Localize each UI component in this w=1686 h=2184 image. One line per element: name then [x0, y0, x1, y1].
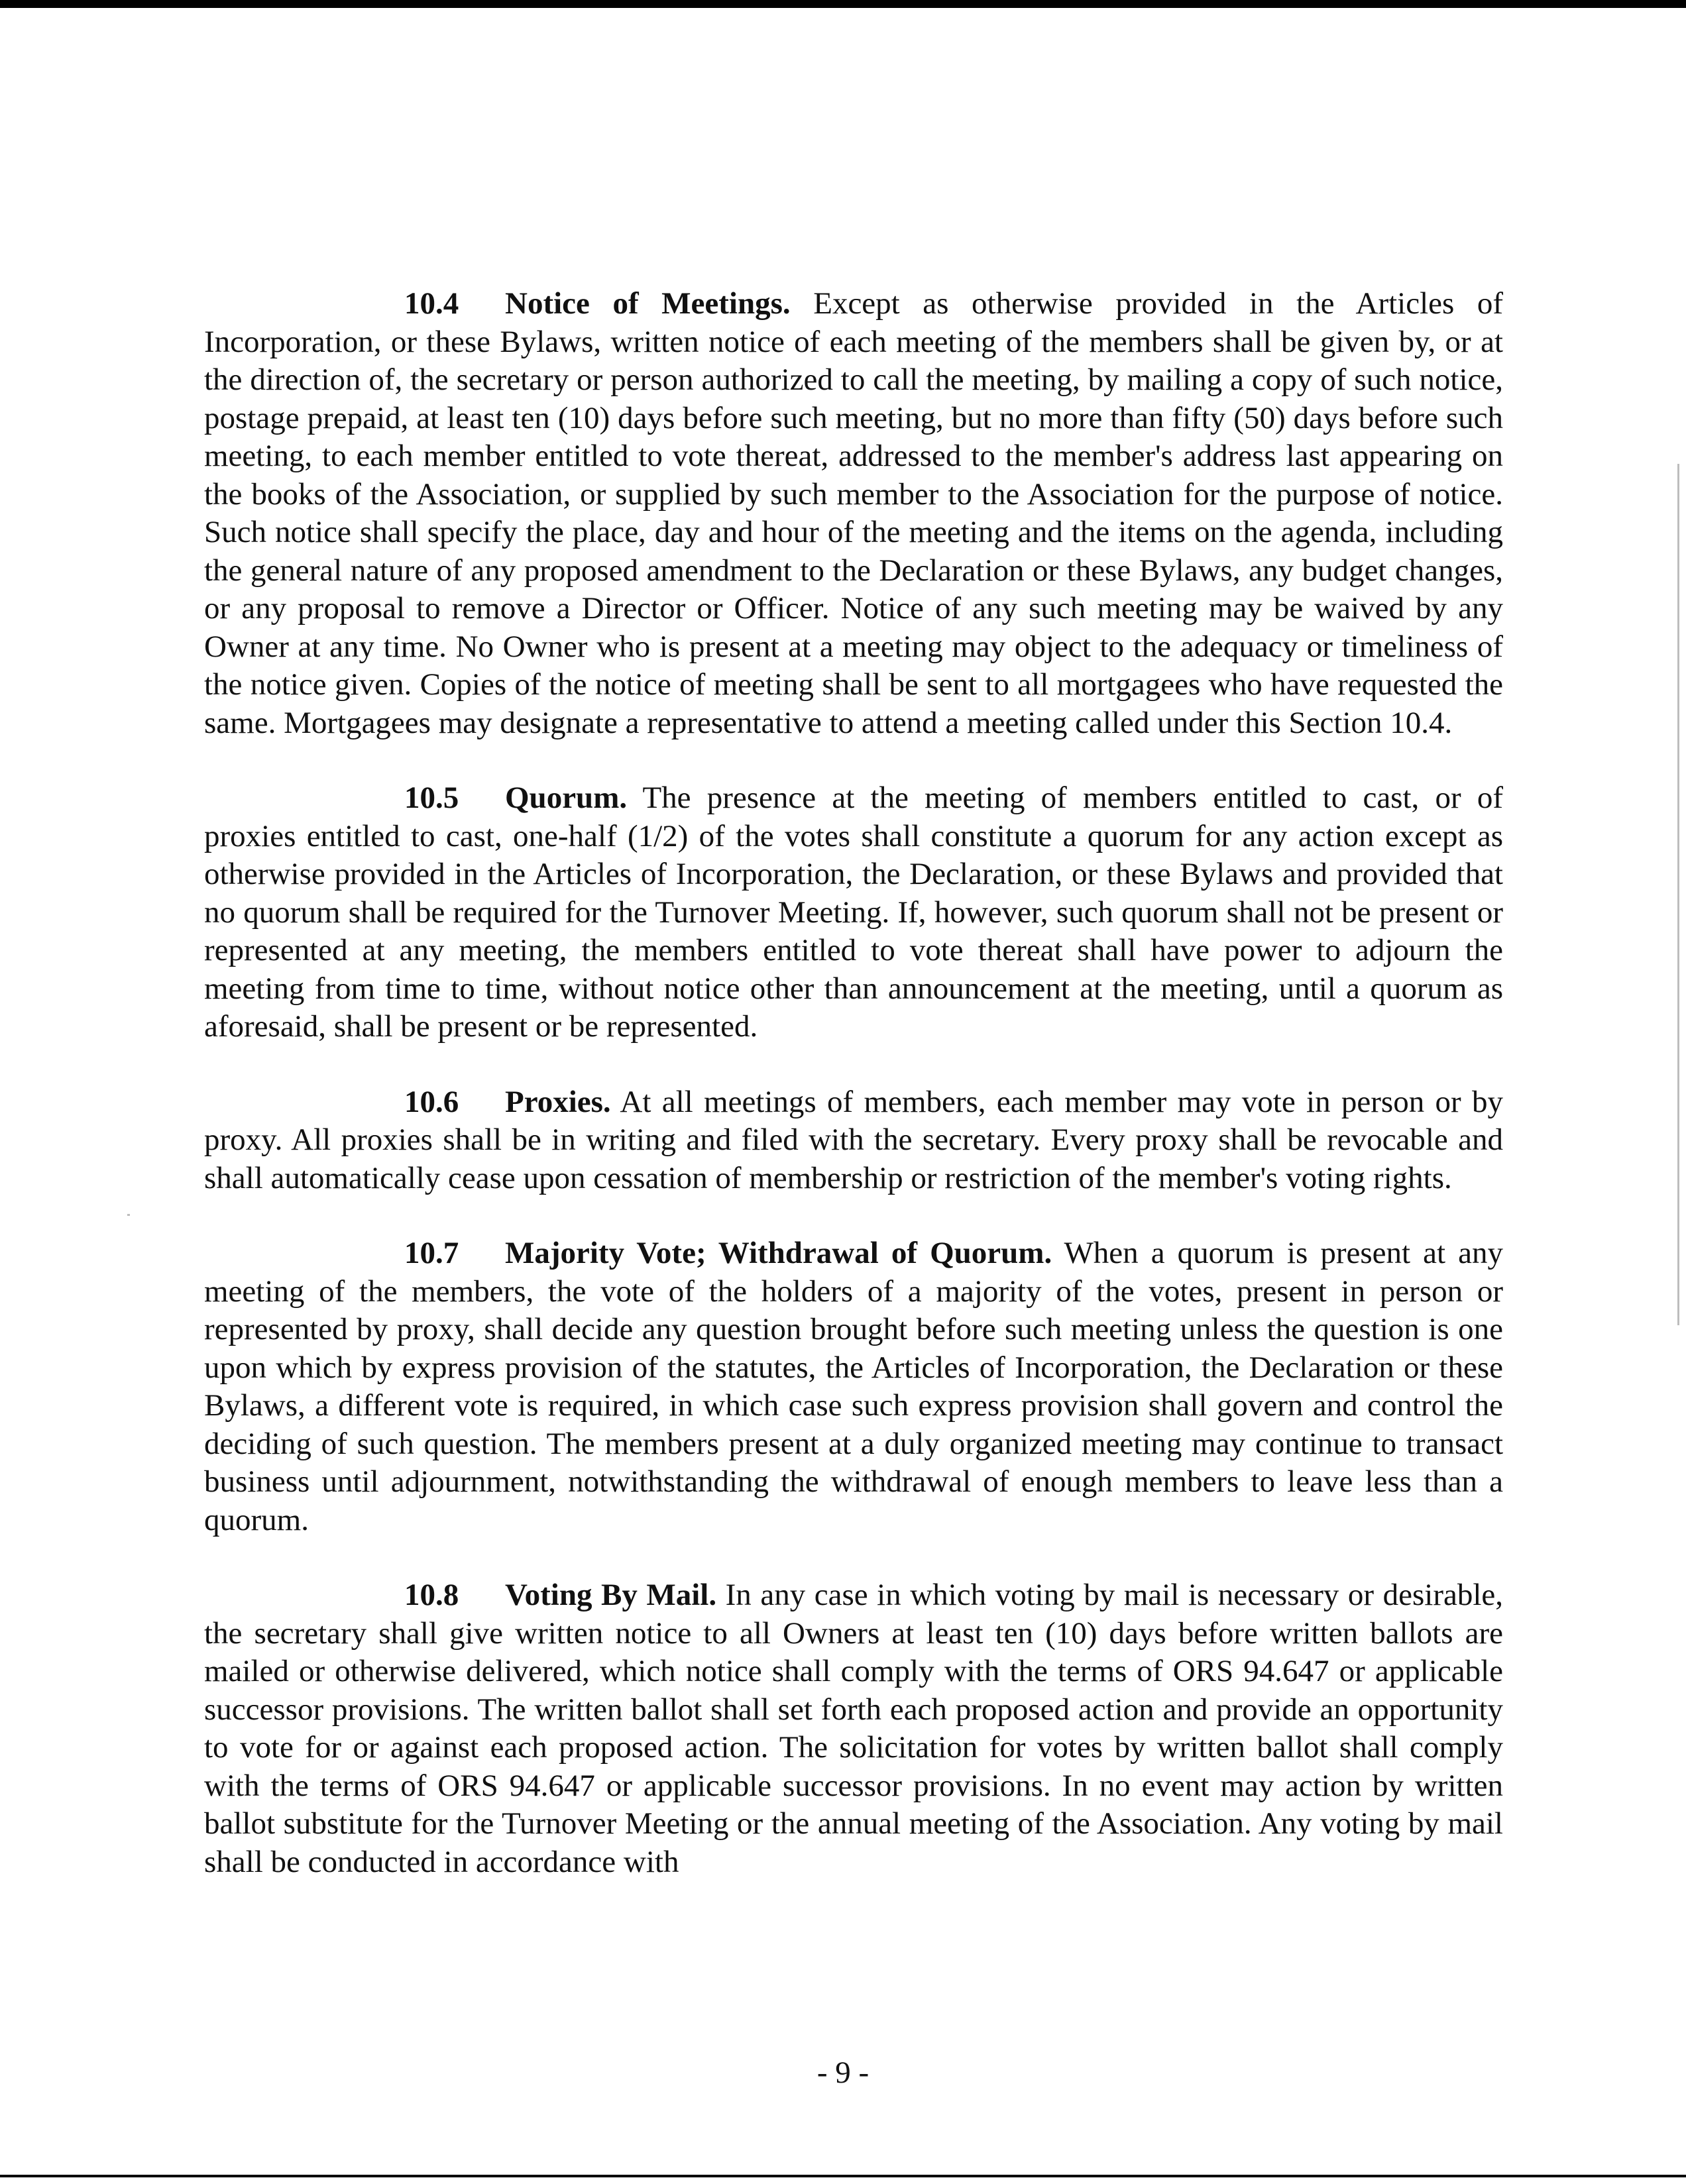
section-text: The presence at the meeting of members entitled to cast, or of proxies entitled to cast, one-half (1/2) of the votes shall constitute a quorum for any action except as otherwise provided in the Articles of Incorporation, the Declaration, or these Bylaws and provided that no quorum shall be required for the Turnover Meeting. If, however, such quorum shall not be present or represented at any meeting, the members entitled to vote thereat shall have power to adjourn the meeting from time to time, without notice other than announcement at the meeting, until a quorum as aforesaid, shall be present or be represented.	[204, 781, 1503, 1044]
section-text: At all meetings of members, each member may vote in person or by proxy. All proxies shall be in writing and filed with the secretary. Every proxy shall be revocable and shall automatically cease upon cessation of membership or restriction of the member's voting rights.	[204, 1084, 1503, 1195]
section-10-6	[204, 1083, 1503, 1198]
section-title: Notice of Meetings.	[505, 286, 791, 321]
section-title: Voting By Mail.	[505, 1578, 717, 1612]
section-number: 10.6	[404, 1084, 459, 1119]
section-text: When a quorum is present at any meeting of the members, the vote of the holders of a majority of the votes, present in person or represented by proxy, shall decide any question brought before such meeting unless the question is one upon which by express provision of the statutes, the Articles of Incorporation, the Declaration or these Bylaws, a different vote is required, in which case such express provision shall govern and control the deciding of such question. The members present at a duly organized meeting may continue to transact business until adjournment, notwithstanding the withdrawal of enough members to leave less than a quorum.	[204, 1236, 1503, 1537]
section-title: Quorum.	[505, 781, 628, 815]
right-margin-scan-mark	[1677, 464, 1679, 1325]
section-10-7	[204, 1234, 1503, 1539]
document-body	[204, 285, 1503, 1918]
section-10-8	[204, 1576, 1503, 1881]
bottom-scan-border	[0, 2175, 1686, 2177]
section-text: In any case in which voting by mail is necessary or desirable, the secretary shall give written notice to all Owners at least ten (10) days before written ballots are mailed or otherwise delivered, which notice shall comply with the terms of ORS 94.647 or applicable successor provisions. The written ballot shall set forth each proposed action and provide an opportunity to vote for or against each proposed action. The solicitation for votes by written ballot shall comply with the terms of ORS 94.647 or applicable successor provisions. In no event may action by written ballot substitute for the Turnover Meeting or the annual meeting of the Association. Any voting by mail shall be conducted in accordance with	[204, 1578, 1503, 1879]
section-title: Proxies.	[505, 1084, 611, 1119]
left-margin-scan-dot	[127, 1214, 130, 1216]
section-title: Majority Vote; Withdrawal of Quorum.	[505, 1236, 1052, 1270]
page-number: - 9 -	[816, 2055, 870, 2090]
section-number: 10.4	[404, 286, 459, 321]
section-number: 10.8	[404, 1578, 459, 1612]
top-scan-border	[0, 0, 1686, 8]
section-10-5	[204, 779, 1503, 1046]
section-10-4	[204, 285, 1503, 742]
section-text: Except as otherwise provided in the Articles of Incorporation, or these Bylaws, written notice of each meeting of the members shall be given by, or at the direction of, the secretary or person authorized to call the meeting, by mailing a copy of such notice, postage prepaid, at least ten (10) days before such meeting, but no more than fifty (50) days before such meeting, to each member entitled to vote thereat, addressed to the member's address last appearing on the books of the Association, or supplied by such member to the Association for the purpose of notice. Such notice shall specify the place, day and hour of the meeting and the items on the agenda, including the general nature of any proposed amendment to the Declaration or these Bylaws, any budget changes, or any proposal to remove a Director or Officer. Notice of any such meeting may be waived by any Owner at any time. No Owner who is present at a meeting may object to the adequacy or timeliness of the notice given. Copies of the notice of meeting shall be sent to all mortgagees who have requested the same. Mortgagees may designate a representative to attend a meeting called under this Section 10.4.	[204, 286, 1504, 740]
section-number: 10.5	[404, 781, 459, 815]
section-number: 10.7	[404, 1236, 459, 1270]
